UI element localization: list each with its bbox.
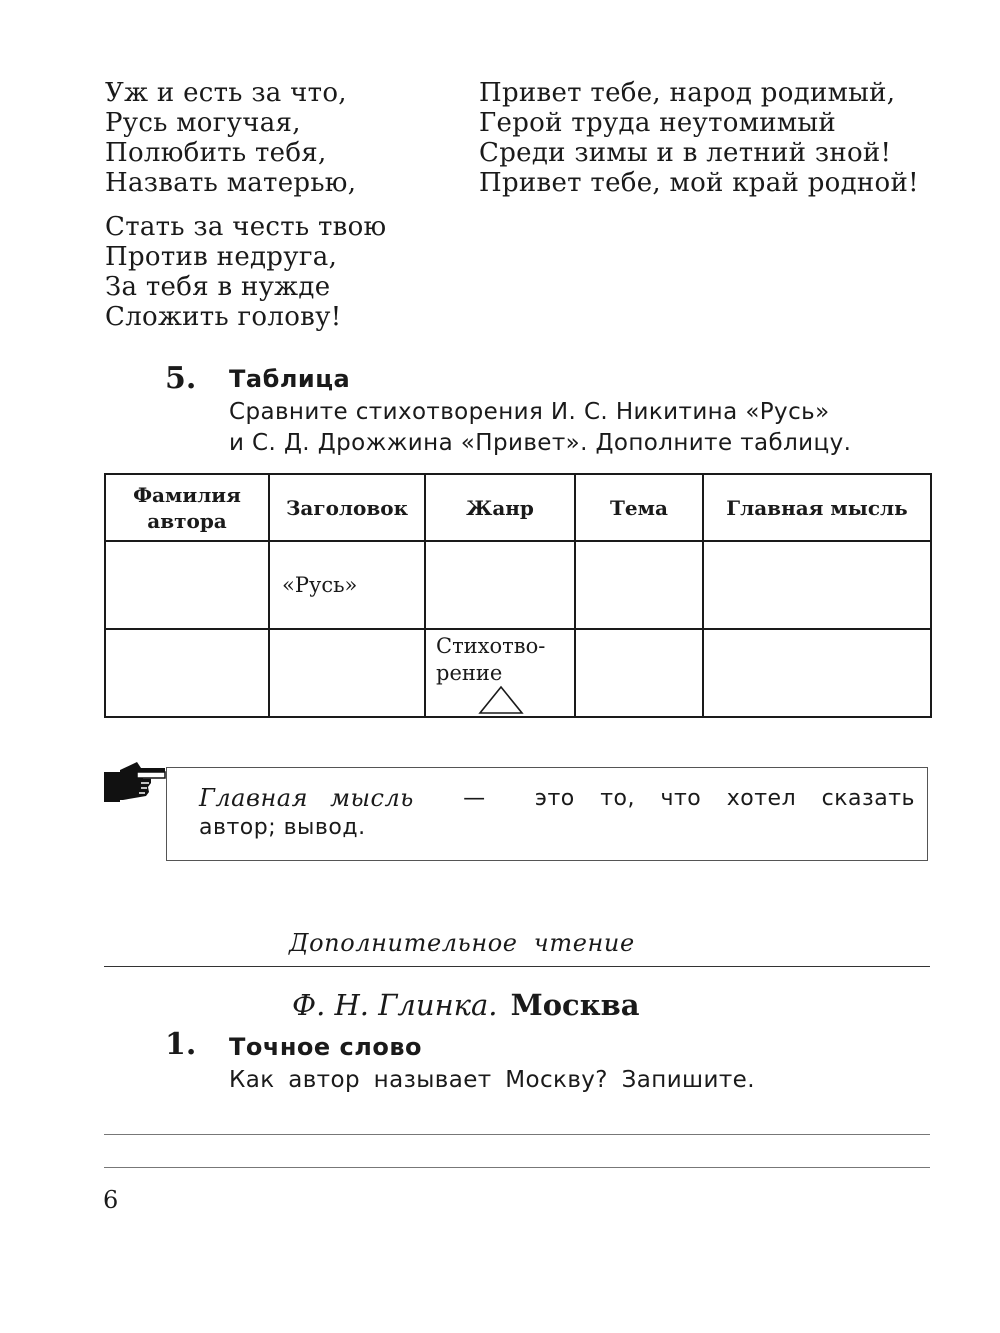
poem-line: Среди зимы и в летний зной! <box>479 138 892 168</box>
task-instruction-line: и С. Д. Дрожжина «Привет». Дополните таблицу. <box>229 430 852 456</box>
task-title: Точное слово <box>229 1033 423 1061</box>
definition-dash: — <box>463 786 486 811</box>
definition-term: Главная мысль <box>199 784 414 812</box>
cell-author-input[interactable] <box>105 541 269 629</box>
poem-left-stanza-2 <box>105 212 411 332</box>
cell-genre <box>425 629 575 717</box>
poem-right-stanza-1 <box>479 78 929 198</box>
cell-genre-input[interactable] <box>425 541 575 629</box>
page-number: 6 <box>103 1186 119 1214</box>
poem-left-stanza-1 <box>105 78 383 198</box>
poem-line: Против недруга, <box>105 242 338 272</box>
poem-line: Стать за честь твою <box>105 212 387 242</box>
definition-box <box>166 767 928 861</box>
header-author: Фамилия автора <box>105 474 269 541</box>
task-number: 5. <box>165 361 197 396</box>
poem-line: Назвать матерью, <box>105 168 357 198</box>
cell-title-input[interactable] <box>269 629 425 717</box>
definition-line-2: автор; вывод. <box>199 815 366 840</box>
poem-line: Привет тебе, народ родимый, <box>479 78 896 108</box>
answer-line[interactable] <box>104 1134 930 1135</box>
definition-text: это то, что хотел сказать <box>534 786 915 811</box>
cell-title <box>269 541 425 629</box>
task-instruction-line: Сравните стихотворения И. С. Никитина «Русь» <box>229 399 830 425</box>
cell-author-input[interactable] <box>105 629 269 717</box>
cell-genre-text: Стихотво- рение <box>436 634 546 685</box>
poem-line: Уж и есть за что, <box>105 78 347 108</box>
work-author: Ф. Н. Глинка. <box>292 988 498 1022</box>
work-title: Москва <box>510 988 640 1022</box>
pointing-hand-icon <box>103 752 167 804</box>
cell-theme-input[interactable] <box>575 629 703 717</box>
task-title: Таблица <box>229 365 351 393</box>
table-header-row <box>105 474 931 541</box>
definition-line-1 <box>199 784 915 813</box>
header-genre: Жанр <box>425 474 575 541</box>
header-theme: Тема <box>575 474 703 541</box>
triangle-icon <box>478 685 524 715</box>
section-label: Дополнительное чтение <box>289 929 635 957</box>
poem-line: За тебя в нужде <box>105 272 331 302</box>
poem-line: Полюбить тебя, <box>105 138 327 168</box>
header-title: Заголовок <box>269 474 425 541</box>
header-main-idea: Главная мысль <box>703 474 931 541</box>
task-instructions: Как автор называет Москву? Запишите. <box>229 1067 755 1093</box>
task-number: 1. <box>165 1027 197 1062</box>
answer-line[interactable] <box>104 1167 930 1168</box>
poem-line: Сложить голову! <box>105 302 342 332</box>
cell-title-text: «Русь» <box>282 573 358 597</box>
cell-theme-input[interactable] <box>575 541 703 629</box>
cell-main-idea-input[interactable] <box>703 541 931 629</box>
task-instructions <box>229 397 929 459</box>
poem-line: Русь могучая, <box>105 108 301 138</box>
work-heading <box>292 988 640 1022</box>
poem-line: Герой труда неутомимый <box>479 108 837 138</box>
divider <box>104 966 930 967</box>
cell-main-idea-input[interactable] <box>703 629 931 717</box>
table-row <box>105 629 931 717</box>
comparison-table <box>104 473 932 718</box>
table-row <box>105 541 931 629</box>
poem-line: Привет тебе, мой край родной! <box>479 168 919 198</box>
